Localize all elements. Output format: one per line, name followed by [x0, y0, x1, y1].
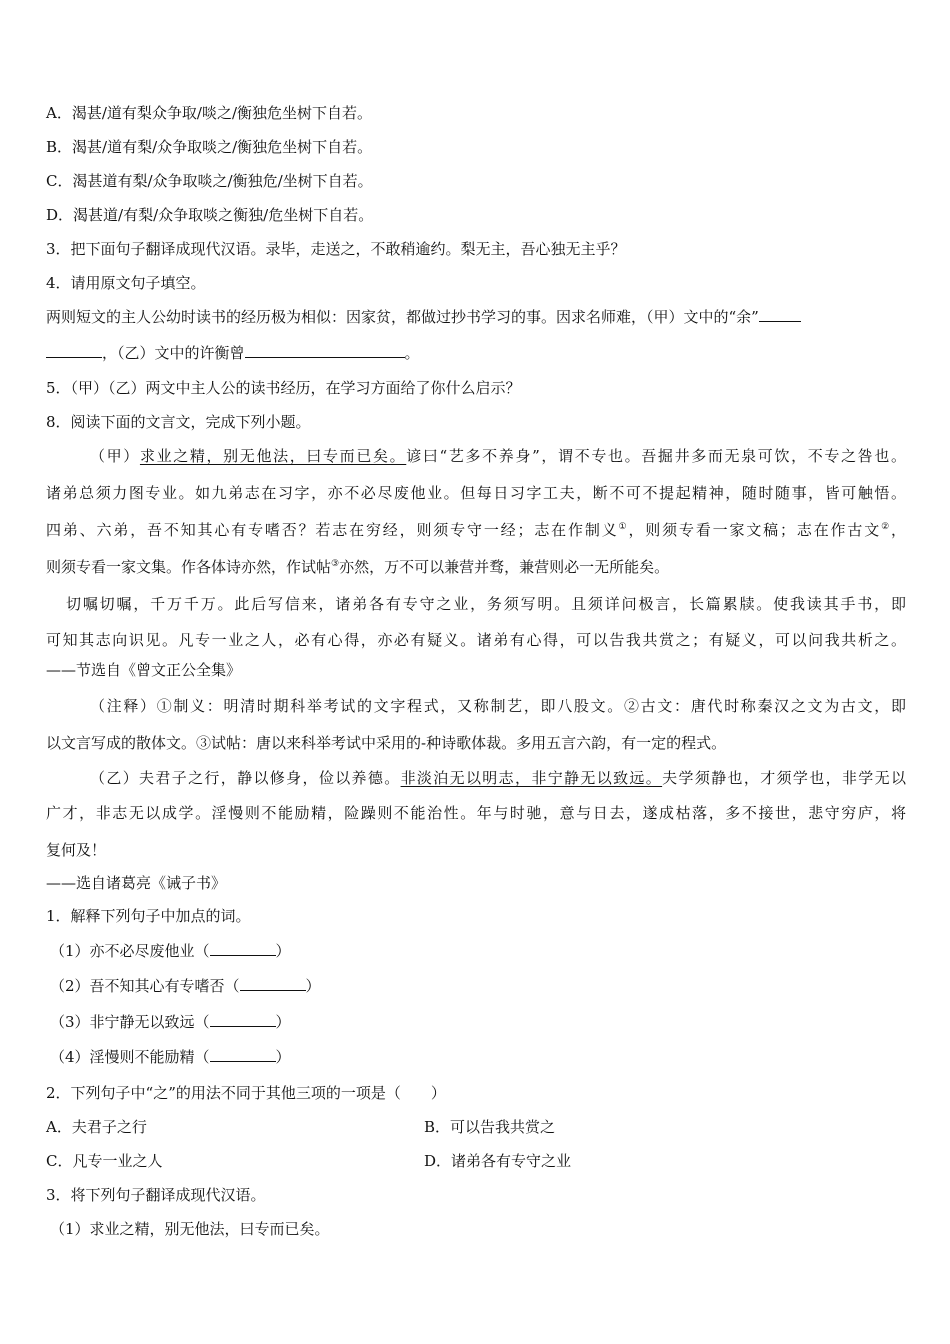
sub-question-1-1 [50, 941, 906, 961]
underlined-sentence: 非淡泊无以明志，非宁静无以致远。 [400, 769, 663, 787]
source-jia: ——节选自《曾文正公全集》 [46, 661, 242, 679]
answer-blank[interactable] [210, 1047, 276, 1062]
passage-jia-line-1 [90, 446, 906, 466]
sub-question-3: 3．将下列句子翻译成现代汉语。 [46, 1186, 266, 1204]
fill-text: 。 [404, 344, 420, 362]
option-c-line: C．渴甚道有梨/众争取啖之/衡独危/坐树下自若。 [46, 172, 373, 190]
option-d[interactable]: D．诸弟各有专守之业 [424, 1152, 572, 1170]
item-text: （3）非宁静无以致远（ [50, 1013, 210, 1031]
passage-jia-line-5: 切嘱切嘱，千万千万。此后写信来，诸弟各有专守之业，务须写明。且须详问极言，长篇累牍。使我读其手书，即 [66, 595, 906, 613]
note-line-2: 以文言写成的散体文。③试帖：唐以来科举考试中采用的-种诗歌体裁。多用五言六韵，有一定的程式。 [46, 734, 727, 752]
option-c[interactable]: C．凡专一业之人 [46, 1152, 163, 1170]
options-row-1 [46, 1117, 906, 1137]
footnote-marker: ① [618, 522, 629, 532]
item-text: ） [305, 977, 321, 995]
sub-question-1-3 [50, 1012, 906, 1032]
question-4-fill: 4．请用原文句子填空。 [46, 274, 206, 292]
option-b[interactable]: B．可以告我共赏之 [424, 1118, 556, 1136]
answer-blank[interactable] [46, 343, 102, 358]
option-a-line: A．渴甚/道有梨众争取/啖之/衡独危坐树下自若。 [46, 104, 372, 122]
passage-label: （甲） [90, 447, 140, 465]
passage-jia-line-4 [46, 557, 906, 577]
fill-text: 两则短文的主人公幼时读书的经历极为相似：因家贫，都做过抄书学习的事。因求名师难，（甲）文中的“余” [46, 308, 759, 326]
question-8-heading: 8．阅读下面的文言文，完成下列小题。 [46, 413, 311, 431]
footnote-marker: ③ [331, 559, 340, 569]
sub-question-1-2 [50, 976, 906, 996]
passage-text: 谚曰“艺多不养身”，谓不专也。吾掘井多而无泉可饮，不专之咎也。 [406, 447, 906, 465]
option-d-line: D．渴甚道/有梨/众争取啖之衡独/危坐树下自若。 [46, 206, 374, 224]
question-5: 5．（甲）（乙）两文中主人公的读书经历，在学习方面给了你什么启示？ [46, 379, 521, 397]
passage-text: 夫学须静也，才须学也，非学无以 [662, 769, 906, 787]
item-text: ） [275, 1048, 291, 1066]
answer-blank[interactable] [240, 976, 306, 991]
passage-text: 亦然，万不可以兼营并骛，兼营则必一无所能矣。 [339, 558, 670, 576]
answer-blank[interactable] [210, 941, 276, 956]
answer-blank[interactable] [210, 1012, 276, 1027]
passage-jia-line-2: 诸弟总须力图专业。如九弟志在习字，亦不必尽废他业。但每日习字工夫，断不可不提起精神，随时随事，皆可触悟。 [46, 484, 906, 502]
sub-question-1-4 [50, 1047, 906, 1067]
passage-text: 四弟、六弟，吾不知其心有专嗜否？若志在穷经，则须专守一经；志在作制义 [46, 521, 619, 539]
passage-text: 则须专看一家文集。作各体诗亦然，作试帖 [46, 558, 332, 576]
source-yi: ——选自诸葛亮《诫子书》 [46, 874, 227, 892]
question-3-translate: 3．把下面句子翻译成现代汉语。录毕，走送之，不敢稍逾约。梨无主，吾心独无主乎？ [46, 240, 626, 258]
passage-jia-line-3 [46, 520, 906, 540]
sub-question-3-1: （1）求业之精，别无他法，曰专而已矣。 [50, 1220, 330, 1238]
answer-blank[interactable] [245, 343, 405, 358]
item-text: （1）亦不必尽废他业（ [50, 942, 210, 960]
passage-yi-line-3: 复何及！ [46, 841, 107, 859]
passage-yi-line-1 [90, 768, 906, 788]
fill-blank-line-2 [46, 343, 906, 363]
answer-blank[interactable] [759, 307, 801, 322]
passage-text: ， [890, 521, 906, 539]
passage-text: ，则须专看一家文稿；志在作古文 [628, 521, 882, 539]
passage-text: （乙）夫君子之行，静以修身，俭以养德。 [90, 769, 401, 787]
sub-question-1: 1．解释下列句子中加点的词。 [46, 907, 251, 925]
item-text: （4）淫慢则不能励精（ [50, 1048, 210, 1066]
item-text: （2）吾不知其心有专嗜否（ [50, 977, 240, 995]
options-row-2 [46, 1151, 906, 1171]
underlined-sentence: 求业之精，别无他法，曰专而已矣。 [139, 447, 407, 465]
fill-blank-line-1 [46, 307, 906, 327]
item-text: ） [275, 1013, 291, 1031]
option-b-line: B．渴甚/道有梨/众争取啖之/衡独危坐树下自若。 [46, 138, 373, 156]
fill-text: ，（乙）文中的许衡曾 [102, 344, 245, 362]
sub-question-2: 2．下列句子中“之”的用法不同于其他三项的一项是（ ） [46, 1084, 446, 1102]
note-line-1: （注释）①制义：明清时期科举考试的文字程式，又称制艺，即八股文。②古文：唐代时称秦汉之文为古文，即 [90, 697, 906, 715]
item-text: ） [275, 942, 291, 960]
footnote-marker: ② [881, 522, 891, 532]
option-a[interactable]: A．夫君子之行 [46, 1118, 147, 1136]
passage-jia-line-6: 可知其志向识见。凡专一业之人，必有心得，亦必有疑义。诸弟有心得，可以告我共赏之；有疑义，可以问我共析之。 [46, 631, 906, 649]
passage-yi-line-2: 广才，非志无以成学。淫慢则不能励精，险躁则不能治性。年与时驰，意与日去，遂成枯落，多不接世，悲守穷庐，将 [46, 804, 906, 822]
